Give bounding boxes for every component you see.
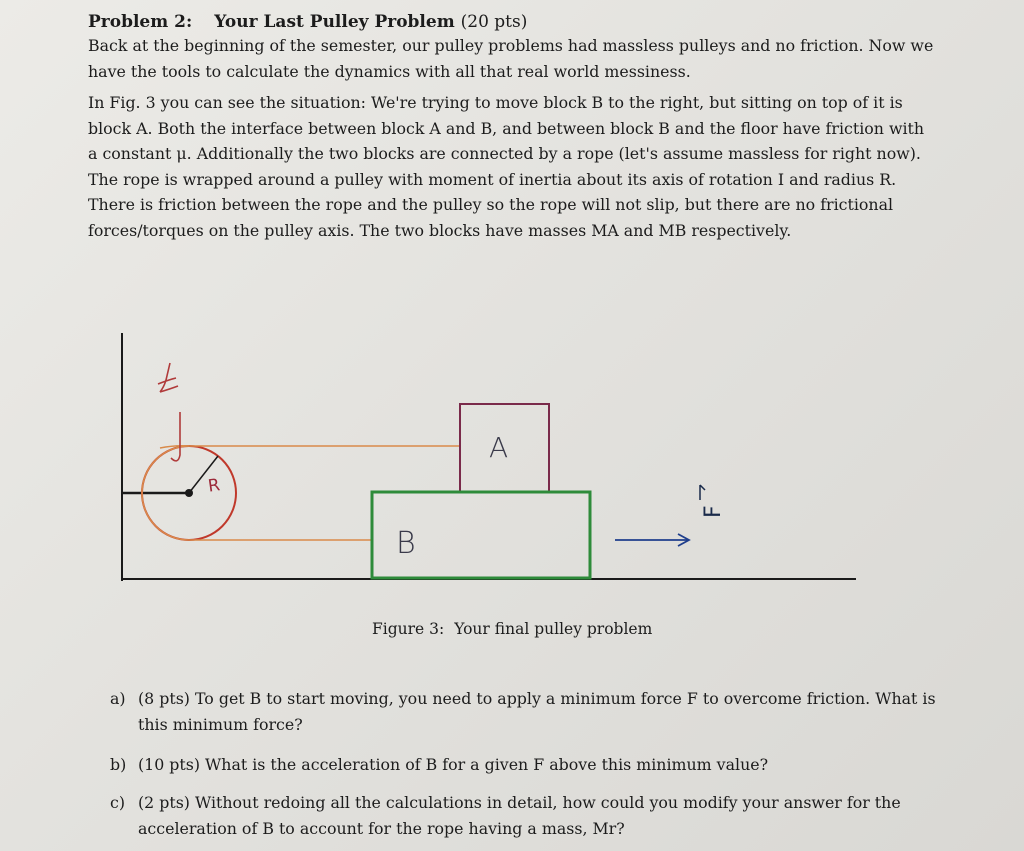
question-label: a) [110, 689, 126, 708]
pulley-figure [0, 300, 1024, 640]
problem-heading [88, 12, 527, 32]
rotation-arrow [171, 412, 180, 461]
caption-label: Figure 3: [372, 620, 445, 638]
force-label: F [701, 505, 726, 518]
question-a [110, 686, 970, 738]
question-c [110, 790, 970, 842]
question-text: (10 pts) What is the acceleration of B for a given F above this minimum value? [138, 755, 769, 774]
situation-paragraph: In Fig. 3 you can see the situation: We're trying to move block B to the right, but sitting on top of it is block A. Both the interface between block A and B, and between block B and the floor have friction with a constant μ. Additionally the two blocks are connected by a rope (let's assume massless for right now). The rope is wrapped around a pulley with moment of inertia about its axis of rotation I and radius R. There is friction between the rope and the pulley so the rope will not slip, but there are no frictional forces/torques on the pulley axis. The two blocks have masses MA and MB respectively. [88, 93, 925, 240]
figure-caption [372, 620, 652, 638]
block-b-label: B [396, 526, 416, 561]
pulley-center-dot [185, 489, 193, 497]
force-vector-mark [700, 485, 705, 500]
question-text: (2 pts) Without redoing all the calculations in detail, how could you modify your answer for the acceleration of B to account for the rope having a mass, Mr? [138, 793, 901, 838]
block-a-label: A [489, 431, 509, 464]
question-text: (8 pts) To get B to start moving, you need to apply a minimum force F to overcome friction. What is this minimum force? [138, 689, 936, 734]
intro-paragraph: Back at the beginning of the semester, our pulley problems had massless pulleys and no friction. Now we have the tools to calculate the dynamics with all that real world messiness. [88, 36, 934, 81]
inertia-label-text: I [172, 388, 173, 389]
radius-label: R [206, 475, 222, 497]
question-b [110, 752, 970, 778]
caption-text: Your final pulley problem [454, 620, 653, 638]
force-arrow [615, 534, 689, 546]
question-label: b) [110, 755, 127, 774]
problem-label: Problem 2: [88, 12, 193, 32]
inertia-label [158, 363, 178, 392]
question-list [110, 686, 970, 842]
problem-title: Your Last Pulley Problem [214, 12, 455, 32]
problem-points: (20 pts) [460, 12, 528, 32]
question-label: c) [110, 793, 126, 812]
rope-top-strand [160, 446, 460, 448]
